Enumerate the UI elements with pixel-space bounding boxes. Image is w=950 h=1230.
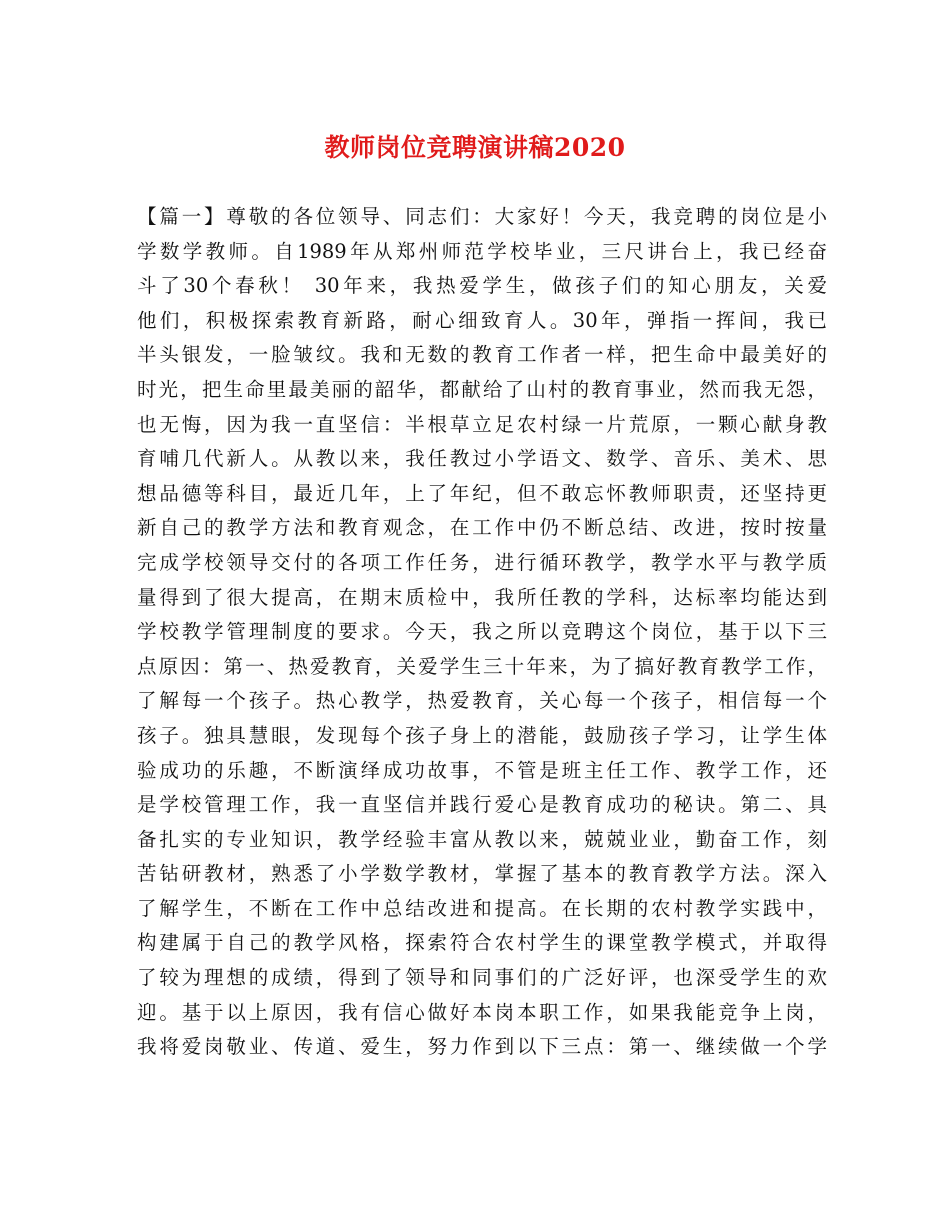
body-line: 了较为理想的成绩，得到了领导和同事们的广泛好评，也深受学生的欢 [137, 966, 827, 990]
body-line: 孩子。独具慧眼，发现每个孩子身上的潜能，鼓励孩子学习，让学生体 [137, 723, 827, 747]
body-line: 点原因：第一、热爱教育，关爱学生三十年来，为了搞好教育教学工作， [137, 654, 827, 678]
body-line: 他们，积极探索教育新路，耐心细致育人。30年，弹指一挥间，我已 [137, 308, 827, 332]
body-line: 学校教学管理制度的要求。今天，我之所以竞聘这个岗位，基于以下三 [137, 620, 827, 644]
body-line: 迎。基于以上原因，我有信心做好本岗本职工作，如果我能竞争上岗， [137, 1000, 827, 1024]
body-line: 学数学教师。自1989年从郑州师范学校毕业，三尺讲台上，我已经奋 [137, 239, 827, 263]
body-line: 验成功的乐趣，不断演绎成功故事，不管是班主任工作、教学工作，还 [137, 758, 827, 782]
body-line: 我将爱岗敬业、传道、爱生，努力作到以下三点：第一、继续做一个学 [137, 1035, 827, 1059]
body-line: 时光，把生命里最美丽的韶华，都献给了山村的教育事业，然而我无怨， [137, 377, 827, 401]
body-line: 【篇一】尊敬的各位领导、同志们：大家好！今天，我竞聘的岗位是小 [137, 205, 827, 228]
body-line: 半头银发，一脸皱纹。我和无数的教育工作者一样，把生命中最美好的 [137, 343, 827, 367]
body-line: 苦钻研教材，熟悉了小学数学教材，掌握了基本的教育教学方法。深入 [137, 862, 827, 886]
document-title: 教师岗位竞聘演讲稿2020 [324, 133, 626, 162]
body-line: 育哺几代新人。从教以来，我任教过小学语文、数学、音乐、美术、思 [137, 447, 827, 471]
body-line: 也无悔，因为我一直坚信：半根草立足农村绿一片荒原，一颗心献身教 [137, 412, 827, 436]
body-line: 斗了30个春秋！ 30年来，我热爱学生，做孩子们的知心朋友，关爱 [137, 274, 827, 298]
body-line: 备扎实的专业知识，教学经验丰富从教以来，兢兢业业，勤奋工作，刻 [137, 827, 827, 851]
body-line: 完成学校领导交付的各项工作任务，进行循环教学，教学水平与教学质 [137, 550, 827, 574]
body-line: 构建属于自己的教学风格，探索符合农村学生的课堂教学模式，并取得 [137, 931, 827, 955]
body-line: 量得到了很大提高，在期末质检中，我所任教的学科，达标率均能达到 [137, 585, 827, 609]
body-line: 了解学生，不断在工作中总结改进和提高。在长期的农村教学实践中， [137, 896, 827, 920]
body-line: 是学校管理工作，我一直坚信并践行爱心是教育成功的秘诀。第二、具 [137, 793, 827, 817]
body-line: 想品德等科目，最近几年，上了年纪，但不敢忘怀教师职责，还坚持更 [137, 481, 827, 505]
document-body [137, 200, 827, 1065]
body-line: 新自己的教学方法和教育观念，在工作中仍不断总结、改进，按时按量 [137, 516, 827, 540]
body-line: 了解每一个孩子。热心教学，热爱教育，关心每一个孩子，相信每一个 [137, 689, 827, 713]
